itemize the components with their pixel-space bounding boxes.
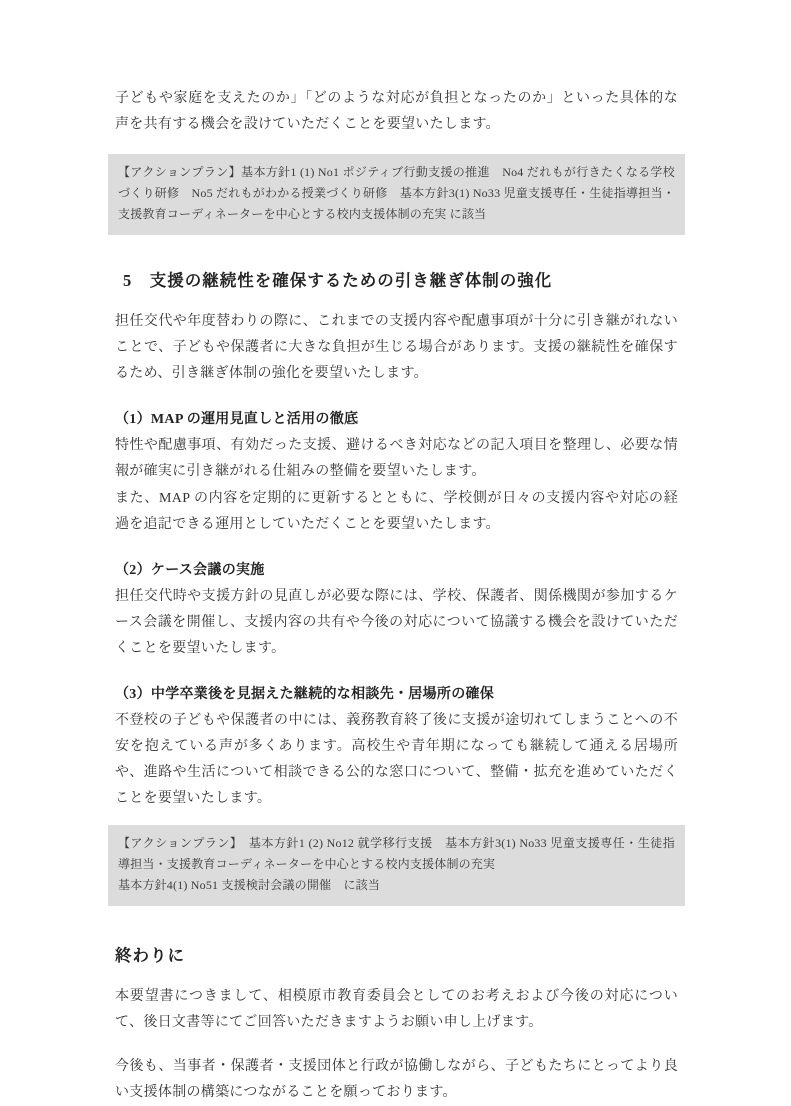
action-plan-box-1: [108, 154, 685, 235]
subsection-1-paragraph-2: また、MAP の内容を定期的に更新するとともに、学校側が日々の支援内容や対応の経過を追記できる運用としていただくことを要望いたします。: [115, 491, 678, 532]
section-5-heading: 5 支援の継続性を確保するための引き継ぎ体制の強化: [123, 271, 553, 290]
closing-paragraph-1: 本要望書につきまして、相模原市教育委員会としてのお考えおよび今後の対応について、後日文書等にてご回答いただきますようお願い申し上げます。: [115, 989, 678, 1030]
document-content: [115, 0, 678, 1106]
subsection-3-heading: （3）中学卒業後を見据えた継続的な相談先・居場所の確保: [115, 687, 495, 702]
action-plan-2-line-2: 基本方針4(1) No51 支援検討会議の開催 に該当: [118, 878, 381, 892]
action-plan-box-2: [108, 825, 685, 906]
intro-paragraph: 子どもや家庭を支えたのか」「どのような対応が負担となったのか」といった具体的な声を共有する機会を設けていただくことを要望いたします。: [115, 91, 678, 132]
subsection-1-heading: （1）MAP の運用見直しと活用の徹底: [115, 412, 359, 427]
action-plan-2-line-1: 【アクションプラン】 基本方針1 (2) No12 就学移行支援 基本方針3(1) No33 児童支援専任・生徒指導担当・支援教育コーディネーターを中心とする校内支援体制の充実: [118, 836, 675, 871]
subsection-3-paragraph-1: 不登校の子どもや保護者の中には、義務教育終了後に支援が途切れてしまうことへの不安を抱えている声が多くあります。高校生や青年期になっても継続して通える居場所や、進路や生活について相談できる公的な窓口について、整備・拡充を進めていただくことを要望いたします。: [115, 713, 678, 806]
section-5-lead-paragraph: 担任交代や年度替わりの際に、これまでの支援内容や配慮事項が十分に引き継がれないことで、子どもや保護者に大きな負担が生じる場合があります。支援の継続性を確保するため、引き継ぎ体制の強化を要望いたします。: [115, 314, 678, 381]
closing-paragraph-2: 今後も、当事者・保護者・支援団体と行政が協働しながら、子どもたちにとってより良い支援体制の構築につながることを願っております。: [115, 1059, 678, 1100]
subsection-2-paragraph-1: 担任交代時や支援方針の見直しが必要な際には、学校、保護者、関係機関が参加するケース会議を開催し、支援内容の共有や今後の対応について協議する機会を設けていただくことを要望いたします。: [115, 589, 678, 656]
subsection-1-paragraph-1: 特性や配慮事項、有効だった支援、避けるべき対応などの記入項目を整理し、必要な情報が確実に引き継がれる仕組みの整備を要望いたします。: [115, 438, 678, 479]
action-plan-1-text: 【アクションプラン】基本方針1 (1) No1 ポジティブ行動支援の推進 No4 だれもが行きたくなる学校づくり研修 No5 だれもがわかる授業づくり研修 基本方針3(1) No33 児童支援専任・生徒指導担当・支援教育コーディネーターを中心とする校内支援体制の充実 に該当: [118, 165, 675, 221]
subsection-2-heading: （2）ケース会議の実施: [115, 563, 265, 578]
closing-heading: 終わりに: [115, 946, 185, 965]
